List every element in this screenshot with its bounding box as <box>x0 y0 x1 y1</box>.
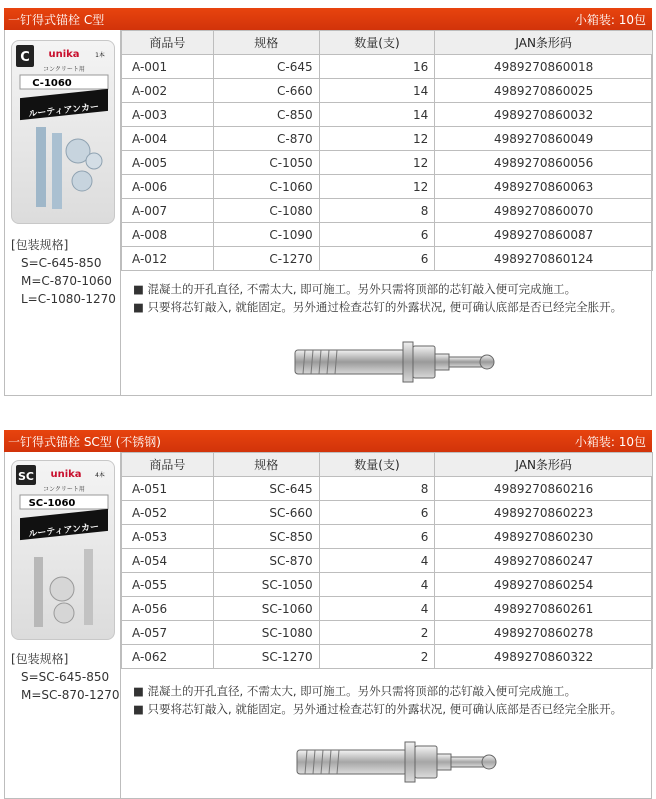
quantity-cell: 4 <box>319 549 435 573</box>
section-header <box>4 430 652 452</box>
section-title: 一钉得式锚栓 SC型 (不锈钢) <box>8 434 161 449</box>
spec-cell: C-1270 <box>213 247 319 271</box>
note-line: ■ 只要将芯钉敲入, 就能固定。另外通过检查芯钉的外露状况, 便可确认底部是否已经完全胀开。 <box>133 300 623 314</box>
item-number-cell: A-056 <box>122 597 214 621</box>
item-number-cell: A-008 <box>122 223 214 247</box>
anchor-drawing <box>295 736 505 790</box>
quantity-cell: 6 <box>319 247 435 271</box>
table-row <box>122 79 653 103</box>
item-number-cell: A-053 <box>122 525 214 549</box>
spec-cell: SC-1080 <box>213 621 319 645</box>
spec-cell: C-870 <box>213 127 319 151</box>
product-image-column <box>5 452 121 798</box>
quantity-cell: 12 <box>319 127 435 151</box>
spec-cell: C-1080 <box>213 199 319 223</box>
spec-cell: C-1060 <box>213 175 319 199</box>
table-row <box>122 199 653 223</box>
package-illustration <box>12 461 116 641</box>
column-header-item-no: 商品号 <box>122 31 214 55</box>
column-header-spec: 规格 <box>213 31 319 55</box>
table-row <box>122 151 653 175</box>
table-header-row <box>122 31 653 55</box>
jan-code-cell: 4989270860322 <box>435 645 653 669</box>
quantity-cell: 2 <box>319 621 435 645</box>
table-row <box>122 621 653 645</box>
jan-code-cell: 4989270860254 <box>435 573 653 597</box>
package-spec-title: [包装规格] <box>11 652 69 666</box>
jan-code-cell: 4989270860070 <box>435 199 653 223</box>
table-row <box>122 645 653 669</box>
package-banner: ルーティアンカー <box>28 102 100 120</box>
jan-code-cell: 4989270860216 <box>435 477 653 501</box>
quantity-cell: 2 <box>319 645 435 669</box>
jan-code-cell: 4989270860261 <box>435 597 653 621</box>
jan-code-cell: 4989270860223 <box>435 501 653 525</box>
package-count: 1本 <box>95 52 105 59</box>
quantity-cell: 6 <box>319 525 435 549</box>
package-subtitle: コンクリート用 <box>43 486 85 493</box>
table-row <box>122 597 653 621</box>
box-quantity: 小箱装: 10包 <box>574 12 646 27</box>
table-row <box>122 223 653 247</box>
item-number-cell: A-005 <box>122 151 214 175</box>
package-badge: C <box>20 50 30 65</box>
quantity-cell: 12 <box>319 175 435 199</box>
column-header-spec: 规格 <box>213 453 319 477</box>
item-number-cell: A-057 <box>122 621 214 645</box>
section-header <box>4 8 652 30</box>
package-image <box>11 40 115 224</box>
table-row <box>122 573 653 597</box>
table-row <box>122 247 653 271</box>
package-spec-s: S=SC-645-850 <box>21 670 110 684</box>
quantity-cell: 6 <box>319 501 435 525</box>
item-number-cell: A-052 <box>122 501 214 525</box>
anchor-drawing <box>293 336 503 390</box>
table-row <box>122 127 653 151</box>
product-image-column <box>5 30 121 395</box>
spec-cell: SC-870 <box>213 549 319 573</box>
package-illustration <box>12 41 116 225</box>
note-line: ■ 混凝土的开孔直径, 不需太大, 即可施工。另外只需将顶部的芯钉敲入便可完成施工。 <box>133 282 577 296</box>
jan-code-cell: 4989270860247 <box>435 549 653 573</box>
table-row <box>122 55 653 79</box>
quantity-cell: 4 <box>319 597 435 621</box>
package-model: C-1060 <box>32 78 72 89</box>
jan-code-cell: 4989270860063 <box>435 175 653 199</box>
package-model: SC-1060 <box>28 498 76 509</box>
item-number-cell: A-051 <box>122 477 214 501</box>
spec-cell: SC-1050 <box>213 573 319 597</box>
table-row <box>122 525 653 549</box>
jan-code-cell: 4989270860018 <box>435 55 653 79</box>
product-section-sc <box>4 430 652 799</box>
column-header-quantity: 数量(支) <box>319 453 435 477</box>
quantity-cell: 8 <box>319 199 435 223</box>
item-number-cell: A-002 <box>122 79 214 103</box>
quantity-cell: 8 <box>319 477 435 501</box>
spec-cell: C-850 <box>213 103 319 127</box>
quantity-cell: 12 <box>319 151 435 175</box>
section-title: 一钉得式锚栓 C型 <box>8 12 105 27</box>
product-table <box>121 452 653 669</box>
column-header-jan: JAN条形码 <box>435 31 653 55</box>
product-section-c <box>4 8 652 396</box>
item-number-cell: A-001 <box>122 55 214 79</box>
spec-cell: SC-645 <box>213 477 319 501</box>
section-frame <box>4 452 652 799</box>
jan-code-cell: 4989270860124 <box>435 247 653 271</box>
table-header-row <box>122 453 653 477</box>
package-spec-title: [包装规格] <box>11 238 69 252</box>
jan-code-cell: 4989270860230 <box>435 525 653 549</box>
table-row <box>122 103 653 127</box>
item-number-cell: A-054 <box>122 549 214 573</box>
item-number-cell: A-003 <box>122 103 214 127</box>
package-spec-m: M=C-870-1060 <box>21 274 112 288</box>
package-spec-s: S=C-645-850 <box>21 256 102 270</box>
package-brand: unika <box>50 469 82 480</box>
item-number-cell: A-007 <box>122 199 214 223</box>
spec-cell: SC-1060 <box>213 597 319 621</box>
package-subtitle: コンクリート用 <box>43 66 85 73</box>
item-number-cell: A-055 <box>122 573 214 597</box>
package-count: 4本 <box>95 472 105 479</box>
spec-cell: SC-850 <box>213 525 319 549</box>
spec-cell: C-1050 <box>213 151 319 175</box>
package-spec-m: M=SC-870-1270 <box>21 688 120 702</box>
spec-cell: SC-660 <box>213 501 319 525</box>
section-frame <box>4 30 652 396</box>
box-quantity: 小箱装: 10包 <box>574 434 646 449</box>
item-number-cell: A-062 <box>122 645 214 669</box>
quantity-cell: 14 <box>319 79 435 103</box>
package-brand: unika <box>48 49 80 60</box>
usage-notes <box>133 280 622 316</box>
note-line: ■ 混凝土的开孔直径, 不需太大, 即可施工。另外只需将顶部的芯钉敲入便可完成施工。 <box>133 684 577 698</box>
table-row <box>122 549 653 573</box>
package-image <box>11 460 115 640</box>
jan-code-cell: 4989270860087 <box>435 223 653 247</box>
jan-code-cell: 4989270860056 <box>435 151 653 175</box>
quantity-cell: 6 <box>319 223 435 247</box>
package-badge: SC <box>18 470 34 483</box>
quantity-cell: 16 <box>319 55 435 79</box>
item-number-cell: A-012 <box>122 247 214 271</box>
jan-code-cell: 4989270860278 <box>435 621 653 645</box>
jan-code-cell: 4989270860049 <box>435 127 653 151</box>
jan-code-cell: 4989270860032 <box>435 103 653 127</box>
table-row <box>122 175 653 199</box>
item-number-cell: A-004 <box>122 127 214 151</box>
spec-cell: SC-1270 <box>213 645 319 669</box>
spec-cell: C-645 <box>213 55 319 79</box>
usage-notes <box>133 682 622 718</box>
item-number-cell: A-006 <box>122 175 214 199</box>
product-table <box>121 30 653 271</box>
table-row <box>122 501 653 525</box>
note-line: ■ 只要将芯钉敲入, 就能固定。另外通过检查芯钉的外露状况, 便可确认底部是否已经完全胀开。 <box>133 702 623 716</box>
spec-cell: C-660 <box>213 79 319 103</box>
quantity-cell: 4 <box>319 573 435 597</box>
quantity-cell: 14 <box>319 103 435 127</box>
jan-code-cell: 4989270860025 <box>435 79 653 103</box>
column-header-jan: JAN条形码 <box>435 453 653 477</box>
table-row <box>122 477 653 501</box>
package-banner: ルーティアンカー <box>28 522 100 540</box>
spec-cell: C-1090 <box>213 223 319 247</box>
package-spec-l: L=C-1080-1270 <box>21 292 116 306</box>
column-header-item-no: 商品号 <box>122 453 214 477</box>
column-header-quantity: 数量(支) <box>319 31 435 55</box>
